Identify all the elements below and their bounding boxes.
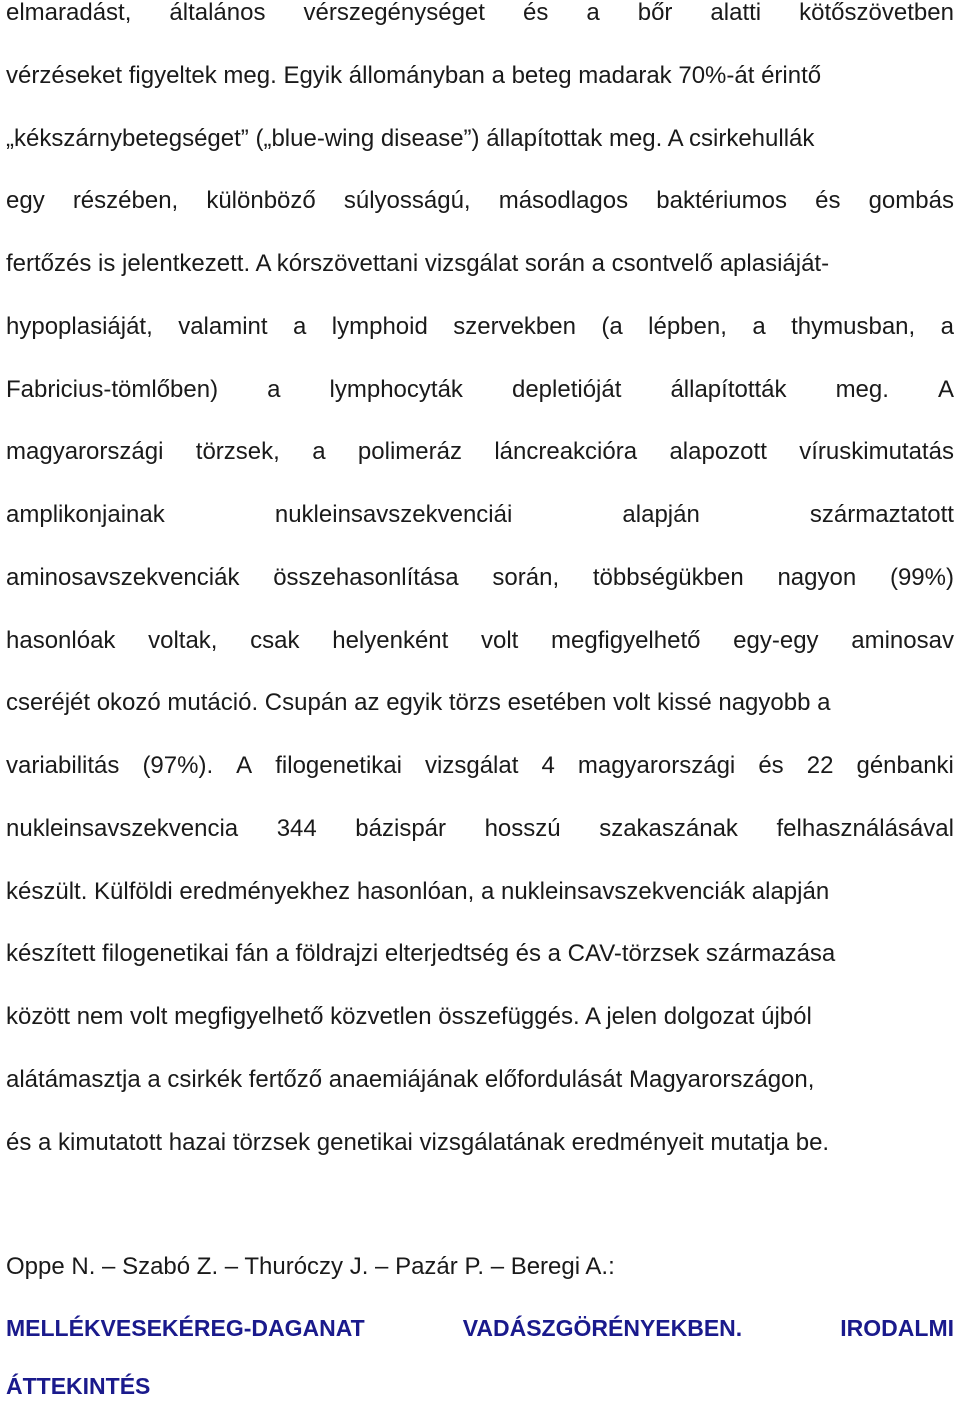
paragraph-word: gombás <box>868 187 954 215</box>
paragraph-word: lymphocyták <box>329 375 463 403</box>
paragraph-word: alapján <box>622 501 700 528</box>
paragraph-word: lépben, <box>648 312 727 340</box>
paragraph-word: másodlagos <box>498 187 629 215</box>
paragraph-word: „kékszárnybetegséget” („blue-wing disease”) állapítottak meg. A csirkehullák <box>6 124 815 152</box>
paragraph-word: baktériumos <box>656 187 787 215</box>
paragraph-word: készült. Külföldi eredményekhez hasonlóan, a nukleinsavszekvenciák alapján <box>6 877 830 905</box>
paragraph-word: alatti <box>710 0 762 26</box>
paragraph-word: súlyosságú, <box>343 187 471 215</box>
paragraph-word: magyarországi <box>577 752 736 779</box>
paragraph-word: aminosav <box>851 626 954 654</box>
paragraph-word: (a <box>601 312 623 340</box>
paragraph-line <box>6 119 954 159</box>
paragraph-word: A <box>236 752 253 779</box>
paragraph-word: helyenként <box>332 626 449 654</box>
paragraph-word: törzsek, <box>195 438 280 466</box>
paragraph-word: depletióját <box>511 375 622 403</box>
paragraph-word: nagyon <box>777 563 857 591</box>
paragraph-word: alátámasztja a csirkék fertőző anaemiájának előfordulását Magyarországon, <box>6 1065 815 1093</box>
paragraph-line <box>6 432 954 472</box>
paragraph-word: és a kimutatott hazai törzsek genetikai vizsgálatának eredményeit mutatja be. <box>6 1128 830 1156</box>
paragraph-word: szervekben <box>453 312 576 340</box>
paragraph-line <box>6 56 954 96</box>
paragraph-line <box>6 307 954 347</box>
paragraph-word: nukleinsavszekvencia <box>6 814 239 842</box>
paragraph-word: származtatott <box>809 501 954 528</box>
paragraph-word: megfigyelhető <box>551 626 701 654</box>
paragraph-word: részében, <box>72 187 179 215</box>
paragraph-word: csak <box>250 626 300 654</box>
paragraph-word: során, <box>492 563 560 591</box>
paragraph-word: szakaszának <box>599 814 738 842</box>
paragraph-word: a <box>586 0 600 26</box>
paragraph-word: filogenetikai <box>275 752 402 779</box>
paragraph-line <box>6 997 954 1037</box>
paragraph-line <box>6 1060 954 1100</box>
paragraph-line <box>6 809 954 849</box>
paragraph-word: volt <box>481 626 519 654</box>
paragraph-word: voltak, <box>148 626 218 654</box>
paragraph-word: 22 <box>806 752 834 779</box>
paragraph-word: 4 <box>541 752 555 779</box>
paragraph-word: egy <box>6 187 45 215</box>
paragraph-word: a <box>292 312 307 340</box>
paragraph-word: víruskimutatás <box>799 438 954 466</box>
paragraph-word: a <box>752 312 766 340</box>
paragraph-word: meg. <box>835 375 889 403</box>
paragraph-line <box>6 181 954 221</box>
title-word: VADÁSZGÖRÉNYEKBEN. <box>462 1315 743 1341</box>
article-title-line-1 <box>6 1308 954 1348</box>
paragraph-word: cseréjét okozó mutáció. Csupán az egyik törzs esetében volt kissé nagyobb a <box>6 689 831 717</box>
paragraph-word: fertőzés is jelentkezett. A kórszövettani vizsgálat során a csontvelő aplasiáját- <box>6 250 830 277</box>
paragraph-word: a <box>312 438 326 466</box>
paragraph-word: Fabricius-tömlőben) <box>6 375 219 403</box>
paragraph-word: és <box>815 187 841 215</box>
paragraph-line <box>6 1123 954 1163</box>
title-word: MELLÉKVESEKÉREG-DAGANAT <box>6 1315 365 1341</box>
paragraph-word: vérzéseket figyeltek meg. Egyik állományban a beteg madarak 70%-át érintő <box>6 61 822 89</box>
paragraph-word: a <box>267 375 281 403</box>
paragraph-word: kötőszövetben <box>799 0 954 26</box>
paragraph-line <box>6 0 954 33</box>
paragraph-word: többségükben <box>592 563 744 591</box>
paragraph-word: thymusban, <box>791 312 916 340</box>
paragraph-word: állapították <box>670 375 787 403</box>
paragraph-word: a <box>940 312 954 340</box>
paragraph-word: nukleinsavszekvenciái <box>274 501 513 528</box>
paragraph-word: vizsgálat <box>425 752 519 779</box>
paragraph-word: vérszegénységet <box>303 0 485 26</box>
paragraph-line <box>6 621 954 661</box>
paragraph-line <box>6 746 954 786</box>
paragraph-word: készített filogenetikai fán a földrajzi elterjedtség és a CAV-törzsek származása <box>6 940 836 968</box>
paragraph-word: valamint <box>178 312 268 340</box>
paragraph-line <box>6 244 954 284</box>
paragraph-word: A <box>937 375 954 403</box>
authors-line: Oppe N. – Szabó Z. – Thuróczy J. – Pazár P. – Beregi A.: <box>6 1253 615 1280</box>
paragraph-line <box>6 495 954 535</box>
paragraph-word: felhasználásával <box>776 814 954 842</box>
paragraph-word: összehasonlítása <box>273 563 459 591</box>
title-word: IRODALMI <box>840 1315 954 1341</box>
paragraph-line <box>6 370 954 410</box>
paragraph-word: alapozott <box>669 438 767 466</box>
paragraph-word: elmaradást, <box>6 0 132 26</box>
paragraph-word: amplikonjainak <box>6 501 165 528</box>
paragraph-word: magyarországi <box>6 438 164 466</box>
paragraph-word: bázispár <box>355 814 447 842</box>
paragraph-word: aminosavszekvenciák <box>6 563 240 591</box>
paragraph-word: variabilitás <box>6 752 120 779</box>
paragraph-word: lymphoid <box>331 312 428 340</box>
paragraph-word: hypoplasiáját, <box>6 312 153 340</box>
paragraph-word: általános <box>169 0 266 26</box>
paragraph-line <box>6 934 954 974</box>
paragraph-word: és <box>758 752 784 779</box>
paragraph-word: bőr <box>637 0 673 26</box>
paragraph-word: hosszú <box>484 814 561 842</box>
paragraph-word: és <box>522 0 549 26</box>
paragraph-line <box>6 558 954 598</box>
paragraph-word: között nem volt megfigyelhető közvetlen összefüggés. A jelen dolgozat újból <box>6 1003 812 1030</box>
article-title-line-2: ÁTTEKINTÉS <box>6 1373 151 1399</box>
paragraph-word: egy-egy <box>733 626 819 654</box>
paragraph-line <box>6 872 954 912</box>
paragraph-word: (97%). <box>142 752 214 779</box>
paragraph-word: polimeráz <box>357 438 462 466</box>
paragraph-word: láncreakcióra <box>494 438 638 466</box>
paragraph-word: hasonlóak <box>6 626 116 654</box>
paragraph-word: (99%) <box>889 563 954 591</box>
paragraph-word: génbanki <box>856 752 954 779</box>
paragraph-word: különböző <box>206 187 316 215</box>
paragraph-line <box>6 683 954 723</box>
paragraph-word: 344 <box>276 814 317 842</box>
